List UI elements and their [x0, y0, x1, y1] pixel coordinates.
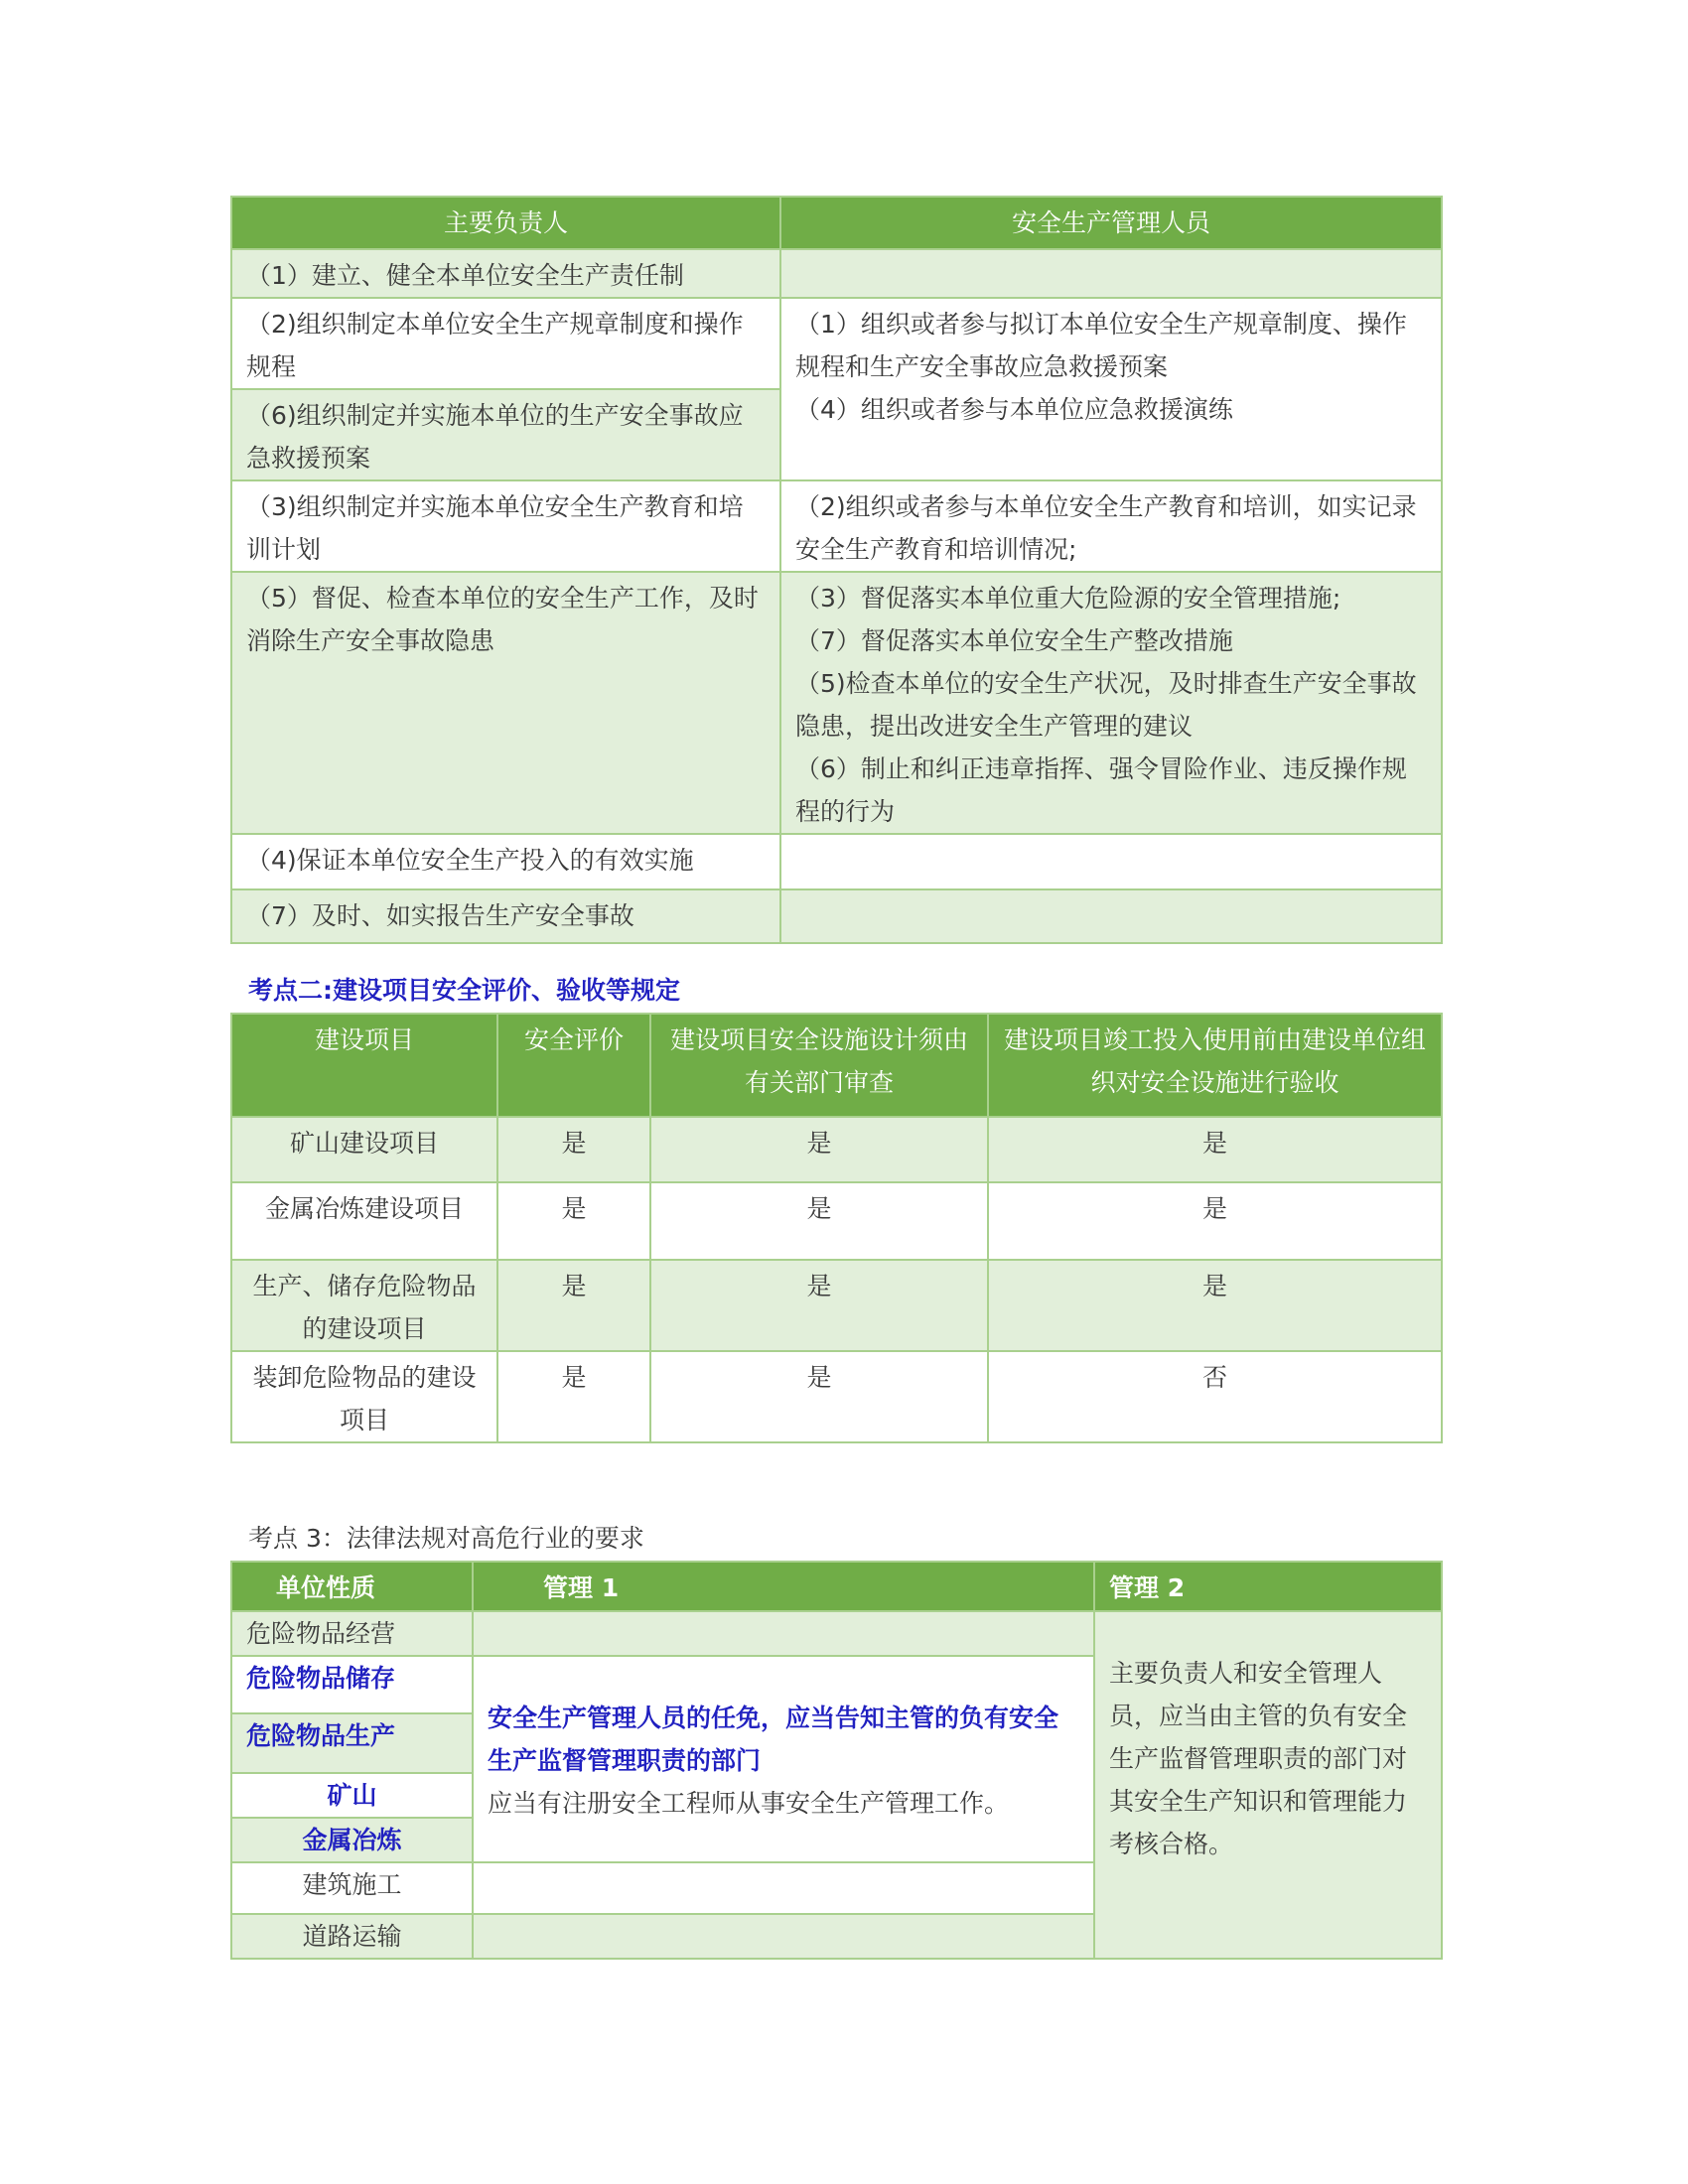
manager-duty-cell [780, 572, 1442, 834]
value-cell: 是 [988, 1260, 1442, 1351]
header-acceptance: 建设项目竣工投入使用前由建设单位组织对安全设施进行验收 [988, 1014, 1442, 1117]
empty-cell [780, 889, 1442, 943]
principal-duty: （7）及时、如实报告生产安全事故 [231, 889, 780, 943]
unit-type: 危险物品储存 [231, 1656, 473, 1713]
manager-duty-cell [780, 298, 1442, 480]
construction-project-table [230, 1013, 1443, 1443]
section3-title: 考点 3：法律法规对高危行业的要求 [248, 1524, 644, 1553]
project-name: 金属冶炼建设项目 [231, 1182, 497, 1260]
table-row [231, 1260, 1442, 1351]
high-risk-industry-table [230, 1561, 1443, 1960]
principal-duty: （6)组织制定并实施本单位的生产安全事故应急救援预案 [231, 389, 780, 480]
section2-title: 考点二:建设项目安全评价、验收等规定 [248, 976, 680, 1005]
management-1-normal: 应当有注册安全工程师从事安全生产管理工作。 [488, 1789, 1010, 1818]
manager-duty: （3）督促落实本单位重大危险源的安全管理措施; [795, 584, 1341, 613]
unit-type: 建筑施工 [231, 1862, 473, 1914]
principal-duty: （4)保证本单位安全生产投入的有效实施 [231, 834, 780, 889]
project-name: 装卸危险物品的建设项目 [231, 1351, 497, 1442]
management-1-bold: 安全生产管理人员的任免，应当告知主管的负有安全生产监督管理职责的部门 [488, 1704, 1059, 1775]
table-row [231, 1117, 1442, 1182]
value-cell: 是 [988, 1182, 1442, 1260]
unit-type: 矿山 [231, 1773, 473, 1818]
manager-duty: （1）组织或者参与拟订本单位安全生产规章制度、操作规程和生产安全事故应急救援预案 [795, 310, 1407, 381]
empty-cell [780, 834, 1442, 889]
manager-duty: （7）督促落实本单位安全生产整改措施 [795, 626, 1233, 655]
header-unit-type: 单位性质 [231, 1562, 473, 1611]
principal-duty: （5）督促、检查本单位的安全生产工作，及时消除生产安全事故隐患 [231, 572, 780, 834]
header-management-1: 管理 1 [473, 1562, 1094, 1611]
unit-type: 危险物品经营 [231, 1611, 473, 1656]
project-name: 矿山建设项目 [231, 1117, 497, 1182]
manager-duty: （5)检查本单位的安全生产状况，及时排查生产安全事故隐患，提出改进安全生产管理的建议 [795, 669, 1417, 741]
empty-cell [473, 1611, 1094, 1656]
unit-type: 道路运输 [231, 1914, 473, 1959]
table-row [231, 1351, 1442, 1442]
header-safety-manager: 安全生产管理人员 [780, 197, 1442, 249]
management-2-text: 主要负责人和安全管理人员，应当由主管的负有安全生产监督管理职责的部门对其安全生产知识和管理能力考核合格。 [1094, 1611, 1442, 1959]
value-cell: 是 [650, 1182, 988, 1260]
header-project: 建设项目 [231, 1014, 497, 1117]
value-cell: 是 [988, 1117, 1442, 1182]
value-cell: 是 [497, 1182, 650, 1260]
value-cell: 是 [497, 1351, 650, 1442]
value-cell: 是 [497, 1117, 650, 1182]
value-cell: 否 [988, 1351, 1442, 1442]
value-cell: 是 [650, 1260, 988, 1351]
header-safety-evaluation: 安全评价 [497, 1014, 650, 1117]
value-cell: 是 [650, 1117, 988, 1182]
table-row [231, 1182, 1442, 1260]
empty-cell [473, 1914, 1094, 1959]
manager-duty: （4）组织或者参与本单位应急救援演练 [795, 395, 1233, 424]
header-design-review: 建设项目安全设施设计须由有关部门审查 [650, 1014, 988, 1117]
principal-duty: （3)组织制定并实施本单位安全生产教育和培训计划 [231, 480, 780, 572]
header-management-2: 管理 2 [1094, 1562, 1442, 1611]
project-name: 生产、储存危险物品的建设项目 [231, 1260, 497, 1351]
manager-duty: （6）制止和纠正违章指挥、强令冒险作业、违反操作规程的行为 [795, 754, 1407, 826]
value-cell: 是 [497, 1260, 650, 1351]
empty-cell [780, 249, 1442, 298]
responsibility-table [230, 196, 1443, 944]
unit-type: 危险物品生产 [231, 1713, 473, 1773]
header-principal: 主要负责人 [231, 197, 780, 249]
unit-type: 金属冶炼 [231, 1818, 473, 1862]
manager-duty: （2)组织或者参与本单位安全生产教育和培训，如实记录安全生产教育和培训情况; [780, 480, 1442, 572]
empty-cell [473, 1862, 1094, 1914]
management-1-cell [473, 1656, 1094, 1862]
principal-duty: （2)组织制定本单位安全生产规章制度和操作规程 [231, 298, 780, 389]
value-cell: 是 [650, 1351, 988, 1442]
principal-duty: （1）建立、健全本单位安全生产责任制 [231, 249, 780, 298]
